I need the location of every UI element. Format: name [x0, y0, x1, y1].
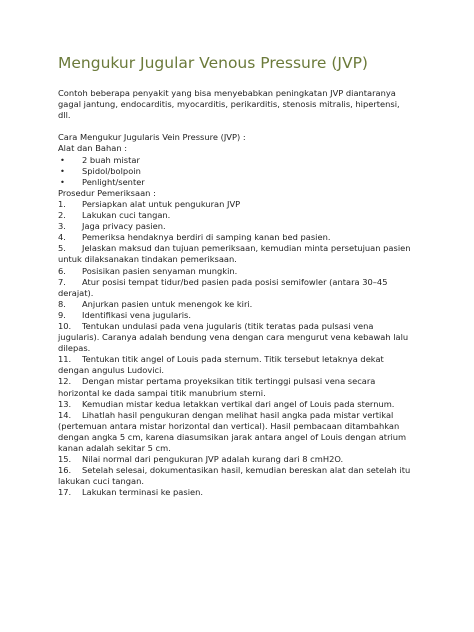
step-text: Lihatlah hasil pengukuran dengan melihat hasil angka pada mistar vertikal: [82, 409, 394, 420]
step-text: Jelaskan maksud dan tujuan pemeriksaan, kemudian minta persetujuan pasien: [82, 243, 411, 254]
tool-list-item: [58, 177, 458, 188]
tool-list-item: [58, 166, 458, 177]
tools-heading: Alat dan Bahan :: [58, 143, 128, 154]
step-number: 12.: [58, 376, 72, 387]
bullet-icon: •: [60, 165, 65, 176]
step-number: 6.: [58, 265, 66, 276]
step-text: Pemeriksa hendaknya berdiri di samping kanan bed pasien.: [82, 232, 331, 243]
document-body: [58, 88, 458, 498]
procedure-step: [58, 410, 458, 421]
tool-list-item: [58, 155, 458, 166]
tool-label: 2 buah mistar: [82, 154, 140, 165]
procedure-step: [58, 465, 458, 476]
procedure-step: [58, 376, 458, 387]
document-title: Mengukur Jugular Venous Pressure (JVP): [58, 54, 368, 72]
step-text: Identifikasi vena jugularis.: [82, 309, 192, 320]
step-text: dengan angka 5 cm, karena diasumsikan jarak antara angel of Louis dengan atrium: [58, 431, 407, 442]
step-text: Dengan mistar pertama proyeksikan titik tertinggi pulsasi vena secara: [82, 376, 376, 387]
step-number: 17.: [58, 487, 72, 498]
procedure-step: [58, 221, 458, 232]
procedure-steps-list: [58, 199, 458, 499]
procedure-step-continuation: [58, 332, 458, 343]
procedure-heading: Prosedur Pemeriksaan :: [58, 187, 156, 198]
procedure-step: [58, 266, 458, 277]
step-text: Atur posisi tempat tidur/bed pasien pada posisi semifowler (antara 30–45: [82, 276, 388, 287]
step-text: Nilai normal dari pengukuran JVP adalah kurang dari 8 cmH2O.: [82, 454, 344, 465]
procedure-step-continuation: [58, 421, 458, 432]
step-number: 8.: [58, 298, 66, 309]
step-text: Persiapkan alat untuk pengukuran JVP: [82, 198, 241, 209]
procedure-step-continuation: [58, 432, 458, 443]
intro-line: gagal jantung, endocarditis, myocarditis, perikarditis, stenosis mitralis, hipertensi,: [58, 99, 400, 110]
procedure-step-continuation: [58, 288, 458, 299]
step-number: 7.: [58, 276, 66, 287]
step-text: dengan angulus Ludovici.: [58, 365, 165, 376]
procedure-step: [58, 299, 458, 310]
procedure-step-continuation: [58, 254, 458, 265]
method-heading: Cara Mengukur Jugularis Vein Pressure (JVP) :: [58, 132, 246, 143]
procedure-step: [58, 232, 458, 243]
step-number: 11.: [58, 354, 72, 365]
step-number: 5.: [58, 243, 66, 254]
procedure-step: [58, 199, 458, 210]
step-text: Posisikan pasien senyaman mungkin.: [82, 265, 238, 276]
step-number: 2.: [58, 210, 66, 221]
procedure-step-continuation: [58, 443, 458, 454]
step-text: Tentukan titik angel of Louis pada sternum. Titik tersebut letaknya dekat: [82, 354, 384, 365]
procedure-step: [58, 321, 458, 332]
step-text: derajat).: [58, 287, 94, 298]
step-text: (pertemuan antara mistar horizontal dan vertical). Hasil pembacaan ditambahkan: [58, 420, 400, 431]
paragraph-gap: [58, 121, 458, 132]
step-text: untuk dilaksanakan tindakan pemeriksaan.: [58, 254, 237, 265]
step-number: 14.: [58, 409, 72, 420]
procedure-step: [58, 243, 458, 254]
step-number: 4.: [58, 232, 66, 243]
procedure-step: [58, 277, 458, 288]
step-text: Kemudian mistar kedua letakkan vertikal dari angel of Louis pada sternum.: [82, 398, 395, 409]
step-number: 10.: [58, 320, 72, 331]
step-text: horizontal ke dada sampai titik manubrium sterni.: [58, 387, 266, 398]
tool-label: Penlight/senter: [82, 176, 145, 187]
procedure-step: [58, 310, 458, 321]
step-number: 15.: [58, 454, 72, 465]
procedure-step-continuation: [58, 365, 458, 376]
step-number: 1.: [58, 198, 66, 209]
step-text: jugularis). Caranya adalah bendung vena dengan cara mengurut vena kebawah lalu: [58, 332, 409, 343]
step-text: Lakukan terminasi ke pasien.: [82, 487, 204, 498]
bullet-icon: •: [60, 176, 65, 187]
step-text: lakukan cuci tangan.: [58, 476, 145, 487]
procedure-step-continuation: [58, 476, 458, 487]
bullet-icon: •: [60, 154, 65, 165]
step-text: dilepas.: [58, 343, 91, 354]
procedure-step-continuation: [58, 343, 458, 354]
procedure-step-continuation: [58, 388, 458, 399]
step-text: Tentukan undulasi pada vena jugularis (titik teratas pada pulsasi vena: [82, 320, 374, 331]
intro-line: dll.: [58, 110, 71, 121]
procedure-step: [58, 354, 458, 365]
step-text: kanan adalah sekitar 5 cm.: [58, 443, 171, 453]
intro-line: Contoh beberapa penyakit yang bisa menyebabkan peningkatan JVP diantaranya: [58, 88, 396, 98]
step-text: Lakukan cuci tangan.: [82, 210, 171, 221]
procedure-step: [58, 399, 458, 410]
step-text: Anjurkan pasien untuk menengok ke kiri.: [82, 298, 253, 309]
procedure-step: [58, 210, 458, 221]
step-text: Setelah selesai, dokumentasikan hasil, kemudian bereskan alat dan setelah itu: [82, 465, 411, 476]
tool-label: Spidol/bolpoin: [82, 165, 141, 176]
step-text: Jaga privacy pasien.: [82, 221, 166, 232]
procedure-step: [58, 487, 458, 498]
procedure-step: [58, 454, 458, 465]
step-number: 16.: [58, 465, 72, 476]
step-number: 3.: [58, 221, 66, 232]
step-number: 9.: [58, 309, 66, 320]
step-number: 13.: [58, 398, 72, 409]
